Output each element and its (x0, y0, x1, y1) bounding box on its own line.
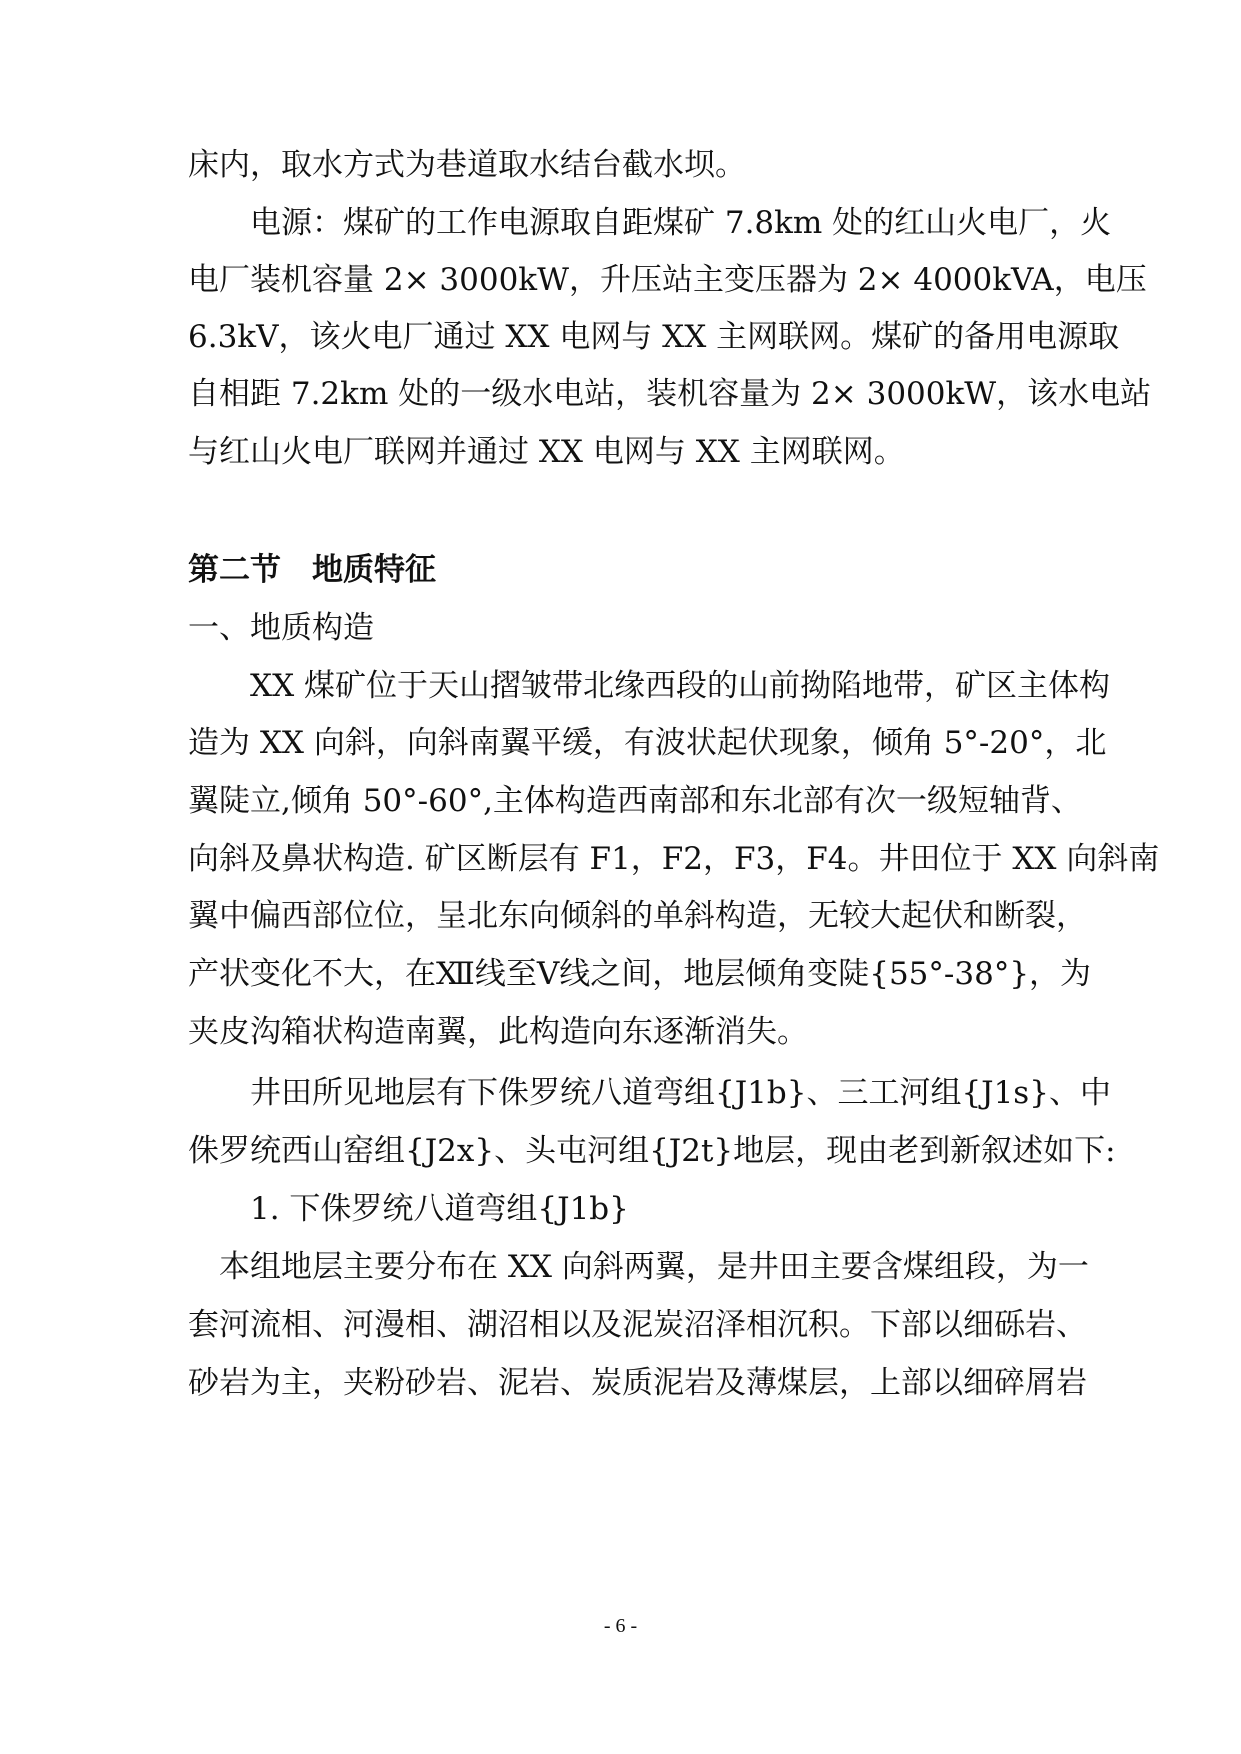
subsection-heading: 一、地质构造 (188, 610, 374, 646)
text-line: 翼陡立,倾角 50°-60°,主体构造西南部和东北部有次一级短轴背、 (188, 783, 1082, 819)
text-line: 向斜及鼻状构造. 矿区断层有 F1，F2，F3，F4。井田位于 XX 向斜南 (188, 841, 1160, 877)
text-line: 井田所见地层有下侏罗统八道弯组{J1b}、三工河组{J1s}、中 (188, 1075, 1111, 1111)
text-line: 电厂装机容量 2× 3000kW，升压站主变压器为 2× 4000kVA，电压 (188, 262, 1147, 298)
text-line: 造为 XX 向斜，向斜南翼平缓，有波状起伏现象，倾角 5°-20°，北 (188, 725, 1107, 761)
section-heading: 第二节 地质特征 (188, 552, 436, 588)
text-line: 6.3kV，该火电厂通过 XX 电网与 XX 主网联网。煤矿的备用电源取 (188, 319, 1120, 355)
text-line: XX 煤矿位于天山摺皱带北缘西段的山前拗陷地带，矿区主体构 (188, 668, 1110, 704)
text-line: 与红山火电厂联网并通过 XX 电网与 XX 主网联网。 (188, 434, 905, 470)
text-line: 侏罗统西山窑组{J2x}、头屯河组{J2t}地层，现由老到新叙述如下: (188, 1133, 1116, 1169)
text-line: 自相距 7.2km 处的一级水电站，装机容量为 2× 3000kW，该水电站 (188, 376, 1152, 412)
text-line: 本组地层主要分布在 XX 向斜两翼，是井田主要含煤组段，为一 (188, 1249, 1089, 1285)
page-number: - 6 - (603, 1615, 638, 1637)
text-line: 翼中偏西部位位，呈北东向倾斜的单斜构造，无较大起伏和断裂， (188, 898, 1087, 934)
text-line: 电源：煤矿的工作电源取自距煤矿 7.8km 处的红山火电厂，火 (188, 205, 1112, 241)
text-line: 夹皮沟箱状构造南翼，此构造向东逐渐消失。 (188, 1014, 808, 1050)
text-line: 砂岩为主，夹粉砂岩、泥岩、炭质泥岩及薄煤层，上部以细碎屑岩 (188, 1365, 1087, 1401)
text-line: 产状变化不大，在Ⅻ线至Ⅴ线之间，地层倾角变陡{55°-38°}，为 (188, 956, 1092, 992)
text-line: 床内，取水方式为巷道取水结台截水坝。 (188, 147, 746, 183)
text-line: 套河流相、河漫相、湖沼相以及泥炭沼泽相沉积。下部以细砾岩、 (188, 1307, 1087, 1343)
list-item-heading: 1. 下侏罗统八道弯组{J1b} (188, 1191, 629, 1227)
